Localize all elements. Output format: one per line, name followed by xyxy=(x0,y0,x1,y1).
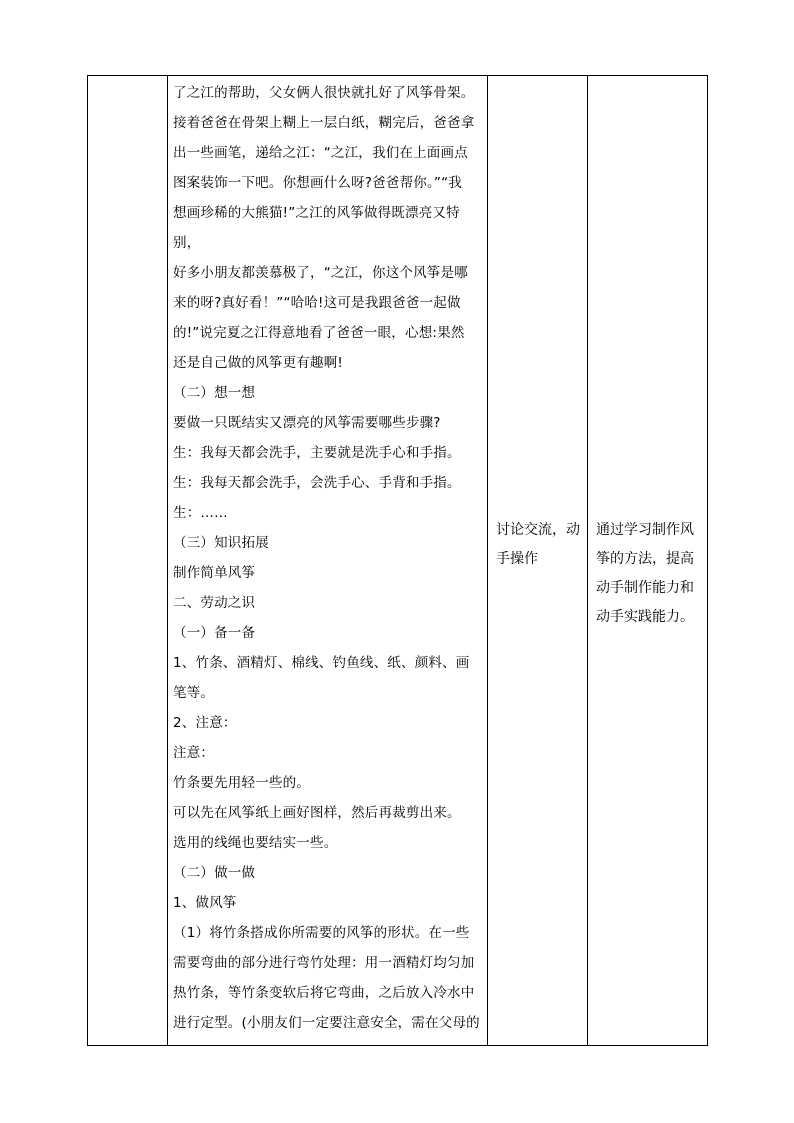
content-line: 需要弯曲的部分进行弯竹处理：用一酒精灯均匀加 xyxy=(173,955,475,971)
content-text xyxy=(168,76,487,1038)
content-line: 笔等。 xyxy=(173,685,215,701)
content-line: （二）想一想 xyxy=(173,385,256,401)
content-line: 好多小朋友都羡慕极了，“之江，你这个风筝是哪 xyxy=(173,265,468,281)
goal-line: 动手制作能力和 xyxy=(596,580,694,596)
table-row xyxy=(88,76,708,1046)
content-line: （一）备一备 xyxy=(173,625,256,641)
content-line: 了之江的帮助，父女俩人很快就扎好了风筝骨架。 xyxy=(173,85,475,101)
goal-line: 动手实践能力。 xyxy=(596,609,694,625)
content-line: 要做一只既结实又漂亮的风筝需要哪些步骤? xyxy=(173,415,441,431)
content-line: 生：…… xyxy=(173,505,228,521)
content-line: 生：我每天都会洗手，会洗手心、手背和手指。 xyxy=(173,475,461,491)
content-line: 选用的线绳也要结实一些。 xyxy=(173,835,338,851)
content-line: 来的呀?真好看！”“哈哈!这可是我跟爸爸一起做 xyxy=(173,295,461,311)
content-line: 1、竹条、酒精灯、棉线、钓鱼线、纸、颜料、画 xyxy=(173,655,470,671)
content-line: 可以先在风筝纸上画好图样，然后再裁剪出来。 xyxy=(173,805,461,821)
content-line: 二、劳动之识 xyxy=(173,595,256,611)
content-line: 还是自己做的风筝更有趣啊! xyxy=(173,355,344,371)
content-line: （1）将竹条搭成你所需要的风筝的形状。在一些 xyxy=(173,925,470,941)
content-line: 接着爸爸在骨架上糊上一层白纸，糊完后，爸爸拿 xyxy=(173,115,475,131)
content-line: （二）做一做 xyxy=(173,865,256,881)
content-line: 出一些画笔，递给之江：“之江，我们在上面画点 xyxy=(173,145,468,161)
goal-cell xyxy=(588,76,708,1046)
content-line: 2、注意： xyxy=(173,715,237,731)
content-line: 图案装饰一下吧。你想画什么呀?爸爸帮你。”“我 xyxy=(173,175,463,191)
content-line: 竹条要先用轻一些的。 xyxy=(173,775,310,791)
content-line: 想画珍稀的大熊猫!”之江的风筝做得既漂亮又特别， xyxy=(173,205,460,251)
left-empty-cell xyxy=(88,76,168,1046)
content-line: 注意： xyxy=(173,745,215,761)
content-cell xyxy=(168,76,488,1046)
goal-line: 通过学习制作风 xyxy=(596,522,694,538)
content-line: 进行定型。(小朋友们一定要注意安全，需在父母的 xyxy=(173,1015,480,1031)
content-line: 热竹条，等竹条变软后将它弯曲，之后放入冷水中 xyxy=(173,985,475,1001)
goal-line: 筝的方法，提高 xyxy=(596,551,694,567)
content-line: 制作简单风筝 xyxy=(173,565,256,581)
content-line: 生：我每天都会洗手，主要就是洗手心和手指。 xyxy=(173,445,461,461)
content-line: 1、做风筝 xyxy=(173,895,237,911)
activity-text xyxy=(488,76,587,574)
content-line: （三）知识拓展 xyxy=(173,535,269,551)
activity-line: 手操作 xyxy=(496,551,538,567)
goal-text xyxy=(588,76,707,632)
activity-line: 讨论交流，动 xyxy=(496,522,580,538)
activity-cell xyxy=(488,76,588,1046)
content-line: 的!”说完夏之江得意地看了爸爸一眼，心想:果然 xyxy=(173,325,465,341)
lesson-plan-table xyxy=(87,75,708,1046)
